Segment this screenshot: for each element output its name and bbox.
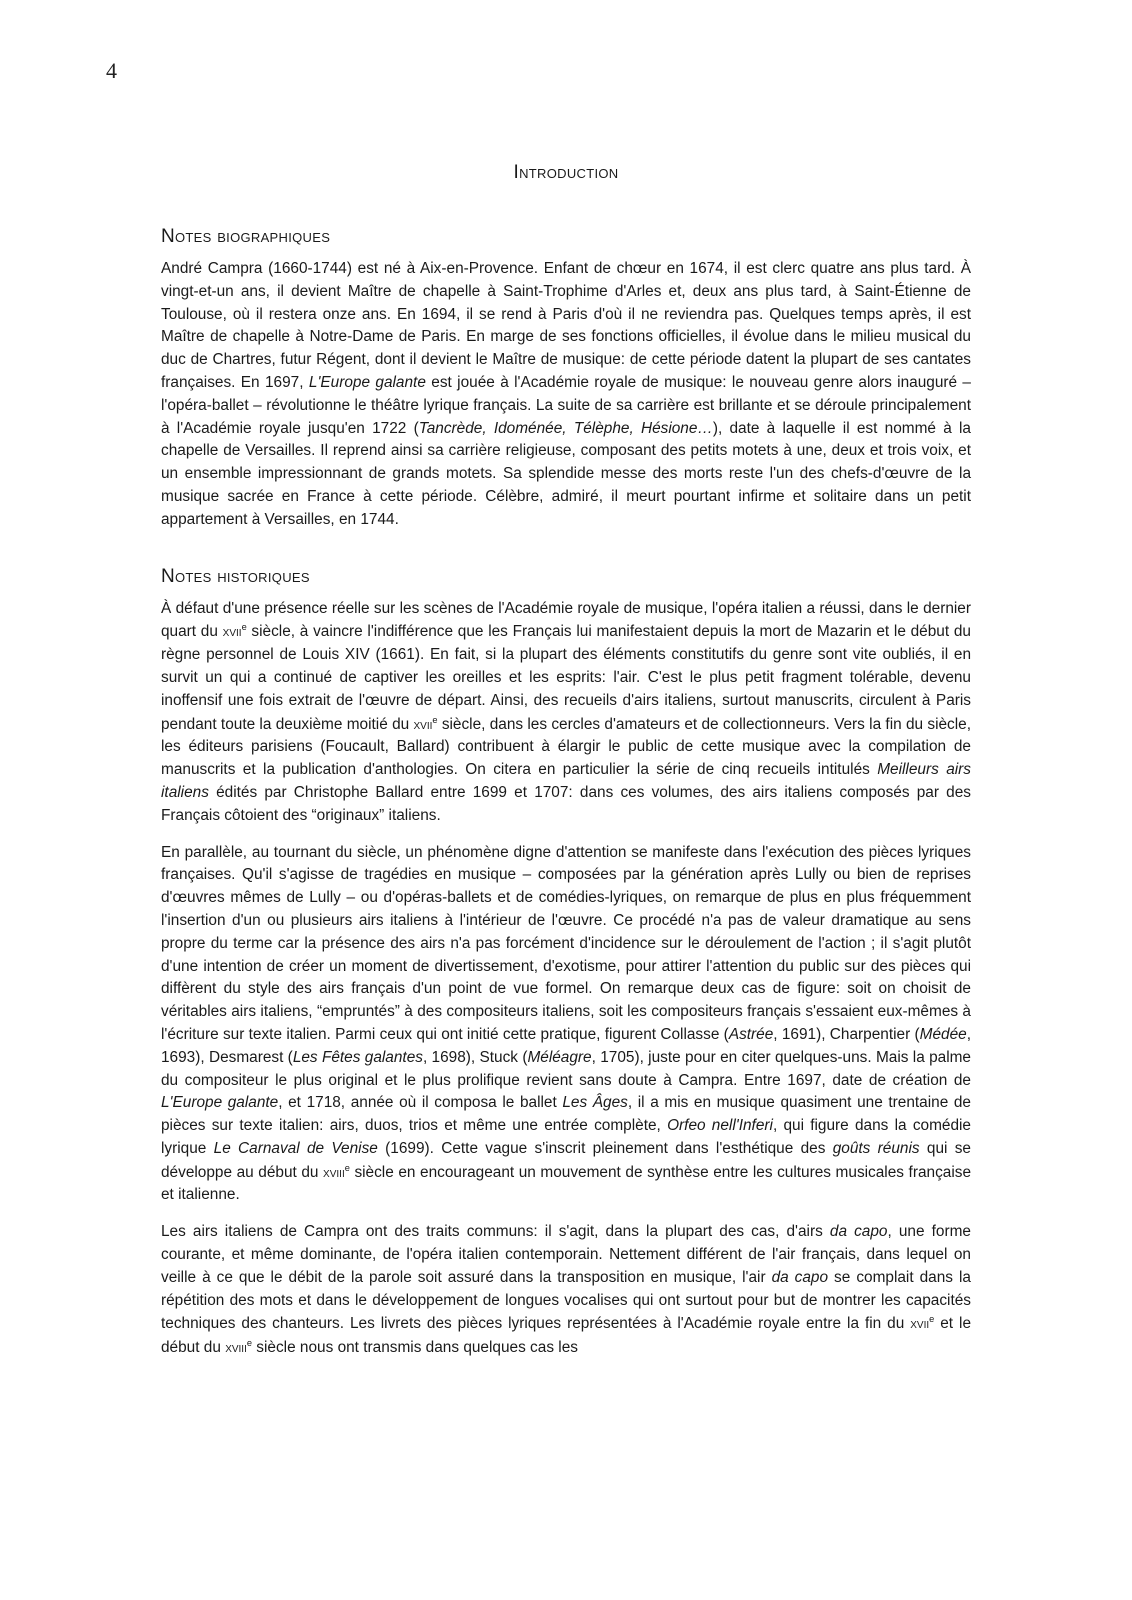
paragraph: À défaut d'une présence réelle sur les scènes de l'Académie royale de musique, l'opéra italien a réussi, dans le dernier quart du xvii$^e$ siècle, à vaincre l'indifférence que les Français lui manifestaient depuis la mort de Mazarin et le début du règne personnel de Louis XIV (1661). En fait, si la plupart des éléments constitutifs du genre sont vite oubliés, il en survit un qui a continué de captiver les oreilles et les esprits: l'air. C'est le plus petit fragment tolérable, devenu inoffensif une fois extrait de l'œuvre de départ. Ainsi, des recueils d'airs italiens, surtout manuscrits, circulent à Paris pendant toute la deuxième moitié du xvii$^e$ siècle, dans les cercles d'amateurs et de collectionneurs. Vers la fin du siècle, les éditeurs parisiens (Foucault, Ballard) contribuent à élargir le public de cette musique avec la compilation de manuscrits et la publication d'anthologies. On citera en particulier la série de cinq recueils intitulés Meilleurs airs italiens édités par Christophe Ballard entre 1699 et 1707: dans ces volumes, des airs italiens composés par des Français côtoient des “originaux” italiens. — [161, 599, 971, 824]
page-title: Introduction — [513, 162, 619, 183]
italic-text: Astrée — [728, 1025, 774, 1043]
paragraph: André Campra (1660-1744) est né à Aix-en-Provence. Enfant de chœur en 1674, il est clerc quatre ans plus tard. À vingt-et-un ans, il devient Maître de chapelle à Saint-Trophime d'Arles et, deux ans plus tard, à Saint-Étienne de Toulouse, où il restera onze ans. En 1694, il se rend à Paris d'où il ne reviendra pas. Quelques temps après, il est Maître de chapelle à Notre-Dame de Paris. En marge de ses fonctions officielles, il évolue dans le milieu musical du duc de Chartres, futur Régent, dont il devient le Maître de musique: de cette période datent la plupart de ses cantates françaises. En 1697, L'Europe galante est jouée à l'Académie royale de musique: le nouveau genre alors inauguré – l'opéra-ballet – révolutionne le théâtre lyrique français. La suite de sa carrière est brillante et se déroule principalement à l'Académie royale jusqu'en 1722 (Tancrède, Idoménée, Télèphe, Hésione…), date à laquelle il est nommé à la chapelle de Versailles. Il reprend ainsi sa carrière religieuse, composant des petits motets à une, deux et trois voix, et un ensemble impressionnant de grands motets. Sa splendide messe des morts reste l'un des chefs-d'œuvre de la musique sacrée en France à cette période. Célèbre, admiré, il meurt pourtant infirme et solitaire dans un petit appartement à Versailles, en 1744. — [161, 260, 971, 528]
section-heading: Notes historiques — [161, 565, 310, 587]
small-caps-text: xviii — [225, 1339, 247, 1356]
small-caps-text: xvii — [910, 1315, 930, 1332]
italic-text: Orfeo nell'Inferi — [667, 1117, 773, 1135]
italic-text: Les Fêtes galantes — [292, 1048, 423, 1066]
italic-text: Meilleurs airs italiens — [161, 761, 971, 801]
superscript: e — [344, 1162, 350, 1173]
small-caps-text: xvii — [222, 623, 242, 640]
small-caps-text: xvii — [413, 715, 433, 732]
italic-text: Le Carnaval de Venise — [213, 1139, 378, 1157]
italic-text: da capo — [771, 1268, 829, 1286]
superscript: e — [241, 622, 247, 633]
section-heading: Notes biographiques — [161, 226, 331, 247]
italic-text: L'Europe galante — [161, 1094, 279, 1112]
paragraph: En parallèle, au tournant du siècle, un phénomène digne d'attention se manifeste dans l'exécution des pièces lyriques françaises. Qu'il s'agisse de tragédies en musique – composées par la génération après Lully ou bien de reprises d'œuvres mêmes de Lully – ou d'opéras-ballets et de comédies-lyriques, on remarque de plus en plus fréquemment l'insertion d'un ou plusieurs airs italiens à l'intérieur de l'œuvre. Ce procédé n'a pas de valeur dramatique au sens propre du terme car la présence des airs n'a pas forcément d'incidence sur le déroulement de l'action ; il s'agit plutôt d'une intention de créer un moment de divertissement, d'exotisme, pour attirer l'attention du public sur des pièces qui diffèrent du style des airs français d'un point de vue formel. On remarque deux cas de figure: soit on choisit de véritables airs italiens, “empruntés” à des compositeurs italiens, soit les compositeurs français s'essaient eux-mêmes à l'écriture sur texte italien. Parmi ceux qui ont initié cette pratique, figurent Collasse (Astrée, 1691), Charpentier (Médée, 1693), Desmarest (Les Fêtes galantes, 1698), Stuck (Méléagre, 1705), juste pour en citer quelques-uns. Mais la palme du compositeur le plus original et le plus prolifique revient sans doute à Campra. Entre 1697, date de création de L'Europe galante, et 1718, année où il composa le ballet Les Âges, il a mis en musique quasiment une trentaine de pièces sur texte italien: airs, duos, trios et même une entrée complète, Orfeo nell'Inferi, qui figure dans la comédie lyrique Le Carnaval de Venise (1699). Cette vague s'inscrit pleinement dans l'esthétique des goûts réunis qui se développe au début du xviii$^e$ siècle en encourageant un mouvement de synthèse entre les cultures musicales française et italienne. — [161, 843, 971, 1204]
italic-text: Médée — [919, 1025, 967, 1043]
italic-text: da capo — [829, 1223, 888, 1241]
superscript: e — [432, 714, 438, 725]
italic-text: goûts réunis — [832, 1139, 920, 1157]
superscript: e — [246, 1338, 253, 1349]
italic-text: Tancrède, Idoménée, Télèphe, Hésione… — [418, 419, 713, 437]
small-caps-text: xviii — [323, 1163, 345, 1180]
paragraph: Les airs italiens de Campra ont des traits communs: il s'agit, dans la plupart des cas, d'airs da capo, une forme courante, et même dominante, de l'opéra italien contemporain. Nettement différent de l'air français, dans lequel on veille à ce que le débit de la parole soit assuré dans la transposition en musique, l'air da capo se complait dans la répétition des mots et dans le développement de longues vocalises qui ont surtout pour but de montrer les capacités techniques des chanteurs. Les livrets des pièces lyriques représentées à l'Académie royale entre la fin du xvii$^e$ et le début du xviii$^e$ siècle nous ont transmis dans quelques cas les — [161, 1223, 971, 1357]
italic-text: Méléagre — [527, 1048, 592, 1066]
section-biographical-notes — [161, 226, 971, 532]
page-number: 4 — [106, 58, 117, 83]
italic-text: Les Âges — [562, 1094, 628, 1112]
section-historical-notes — [161, 566, 971, 1361]
document-body — [161, 226, 971, 1374]
superscript: e — [929, 1314, 935, 1325]
italic-text: L'Europe galante — [308, 373, 426, 391]
